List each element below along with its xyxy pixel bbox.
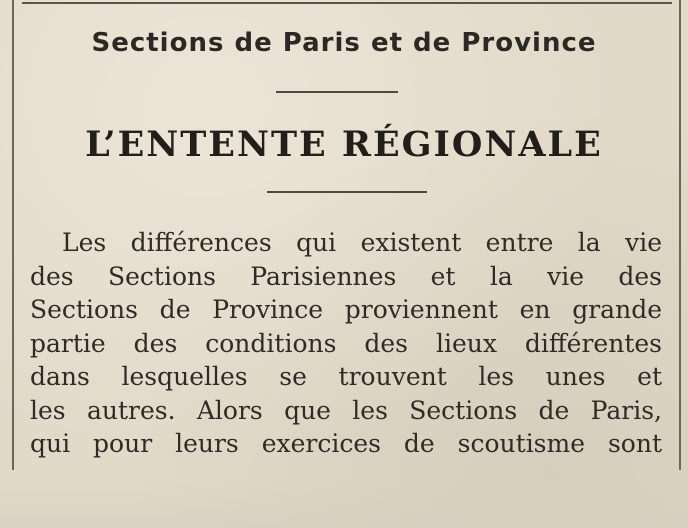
column-rule-left [12,0,14,470]
body-line-2: des Sections Parisiennes et la vie des [30,261,662,291]
body-line-6: les autres. Alors que les Sections de Paris, [30,395,662,425]
body-line-7: qui pour leurs exercices de scoutisme sont [30,429,662,458]
top-rule [22,2,672,4]
article-title: L’ENTENTE RÉGIONALE [85,124,603,165]
body-line-3: Sections de Province proviennent en grande [30,295,662,324]
column-rule-right [679,0,681,470]
article-body [30,226,662,461]
body-line-1: Les différences qui existent entre la vie [62,228,662,257]
body-line-5: dans lesquelles se trouvent les unes et [30,362,662,391]
title-divider [267,191,427,193]
heading-divider [276,91,398,93]
paper-edge [0,478,688,528]
body-line-4: partie des conditions des lieux différentes [30,328,662,358]
section-heading: Sections de Paris et de Province [91,28,597,58]
